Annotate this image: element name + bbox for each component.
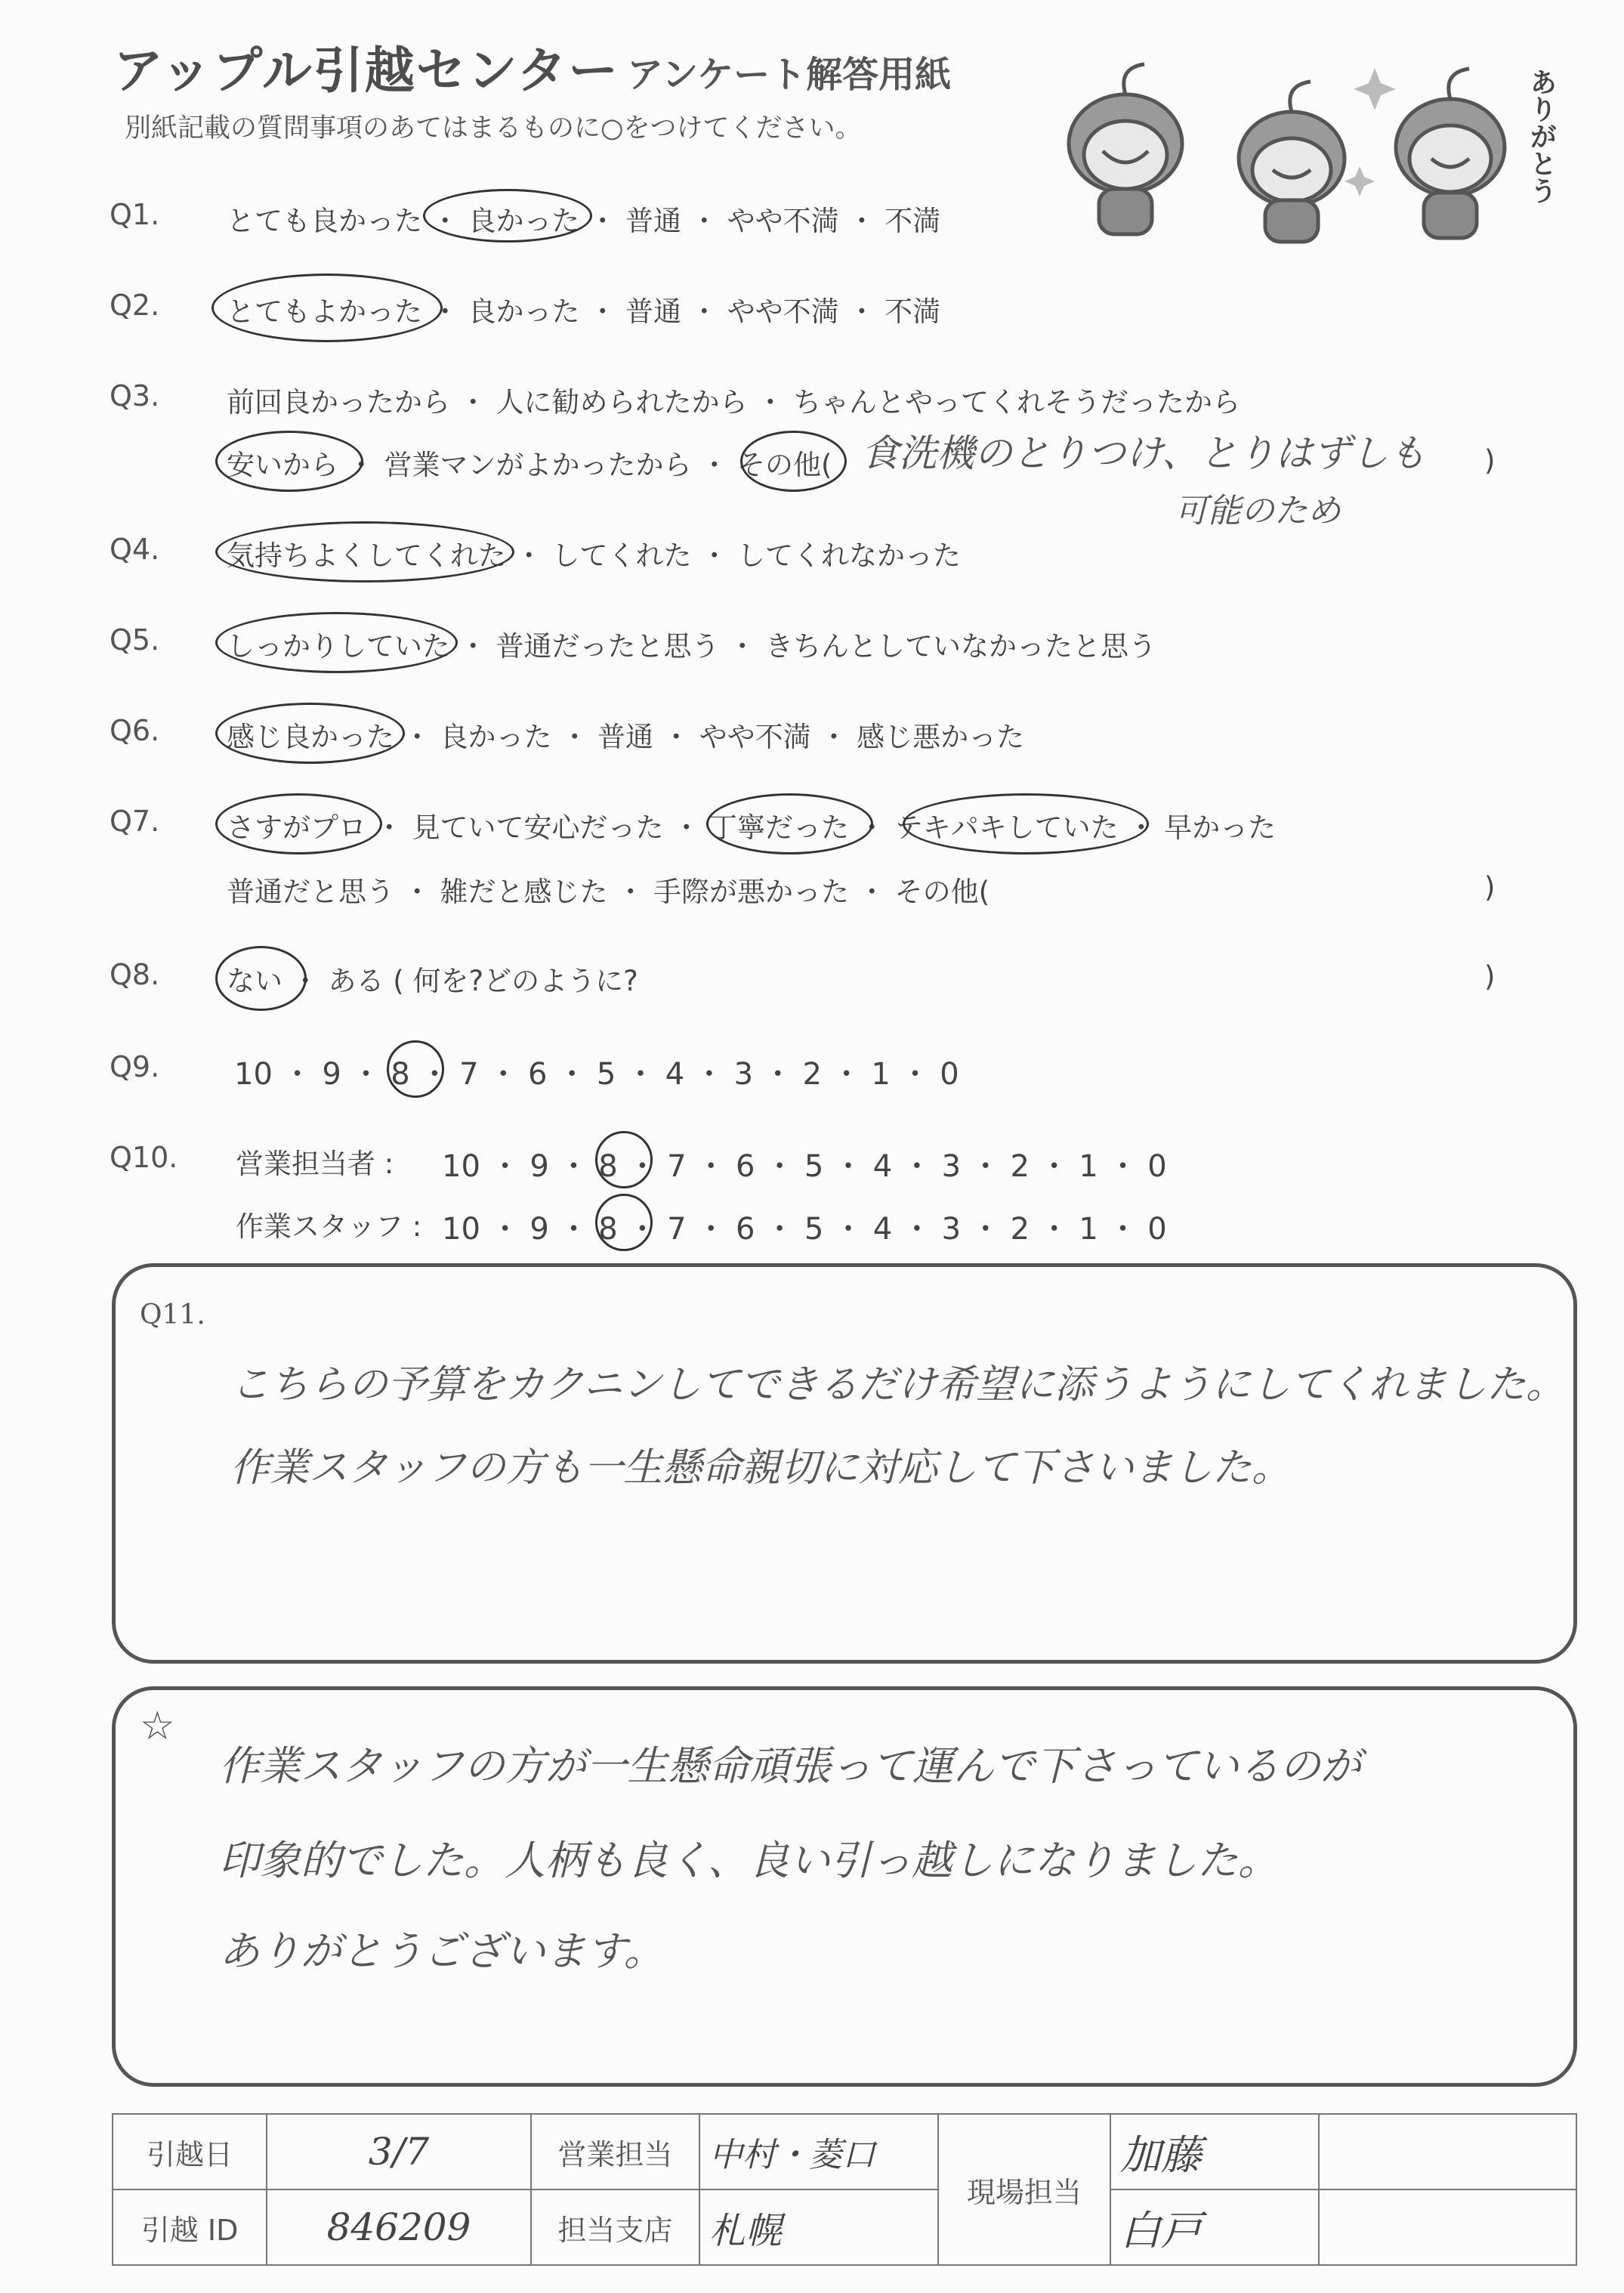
q11-label: Q11. <box>140 1299 205 1330</box>
move-id-value[interactable]: 846209 <box>267 2189 531 2265</box>
q8-options[interactable]: ない ・ ある ( 何を?どのように? <box>227 965 638 997</box>
form-subtitle: アンケート解答用紙 <box>627 54 952 96</box>
q2-options[interactable]: とてもよかった ・ 良かった ・ 普通 ・ やや不満 ・ 不満 <box>227 295 941 328</box>
q3-handwritten-other-line2: 可能のため <box>1175 492 1341 530</box>
q10-label: Q10. <box>110 1141 178 1174</box>
q1-label: Q1. <box>110 198 160 231</box>
q8-label: Q8. <box>110 958 160 991</box>
empty-cell-top <box>1319 2114 1576 2189</box>
empty-cell-bottom <box>1319 2189 1576 2265</box>
form-title: アップル引越センター <box>113 42 620 100</box>
q9-scale[interactable]: 10 ・ 9 ・ 8 ・ 7 ・ 6 ・ 5 ・ 4 ・ 3 ・ 2 ・ 1 ・ 0 <box>234 1057 959 1092</box>
q7-options-line2[interactable]: 普通だと思う ・ 雑だと感じた ・ 手際が悪かった ・ その他( <box>227 876 990 908</box>
q3-label: Q3. <box>110 379 160 413</box>
q3-close-paren: ) <box>1484 444 1496 477</box>
branch-value[interactable]: 札幌 <box>699 2189 938 2265</box>
q10-sales-label: 営業担当者 : <box>236 1148 394 1180</box>
comment-handwritten-line2: 印象的でした。人柄も良く、良い引っ越しになりました。 <box>219 1837 1279 1884</box>
sales-rep-value[interactable]: 中村・菱口 <box>699 2114 938 2189</box>
monkey-mascots-illustration <box>1042 45 1556 249</box>
q8-close-paren: ) <box>1484 960 1496 993</box>
q4-label: Q4. <box>110 533 160 566</box>
q3-handwritten-other-line1: 食洗機のとりつけ、とりはずしも <box>861 431 1426 475</box>
q10-staff-scale[interactable]: 10 ・ 9 ・ 8 ・ 7 ・ 6 ・ 5 ・ 4 ・ 3 ・ 2 ・ 1 ・ 0 <box>442 1212 1167 1247</box>
comment-handwritten-line3: ありがとうございます。 <box>219 1927 665 1975</box>
q3-options-line2[interactable]: 安いから ・ 営業マンがよかったから ・ その他( <box>227 449 832 481</box>
comment-handwritten-line1: 作業スタッフの方が一生懸命頑張って運んで下さっているのが <box>219 1742 1361 1790</box>
instruction-text: 別紙記載の質問事項のあてはまるものに○をつけてください。 <box>125 113 862 144</box>
q5-label: Q5. <box>110 623 160 657</box>
move-date-label: 引越日 <box>113 2114 267 2189</box>
branch-label: 担当支店 <box>531 2189 699 2265</box>
q9-label: Q9. <box>110 1050 160 1083</box>
site-staff-value-2[interactable]: 白戸 <box>1110 2189 1319 2265</box>
site-staff-label: 現場担当 <box>938 2114 1110 2265</box>
q10-sales-scale[interactable]: 10 ・ 9 ・ 8 ・ 7 ・ 6 ・ 5 ・ 4 ・ 3 ・ 2 ・ 1 ・ 0 <box>442 1149 1167 1184</box>
move-id-label: 引越 ID <box>113 2189 267 2265</box>
q4-options[interactable]: 気持ちよくしてくれた ・ してくれた ・ してくれなかった <box>227 539 962 572</box>
sales-rep-label: 営業担当 <box>531 2114 699 2189</box>
q7-options-line1[interactable]: さすがプロ ・ 見ていて安心だった ・ 丁寧だった ・ テキパキしていた ・ 早かった <box>227 811 1277 844</box>
mascot-thanks-text: ありがとう <box>1526 68 1557 204</box>
q2-label: Q2. <box>110 289 160 322</box>
footer-info-table <box>112 2113 1577 2266</box>
q10-staff-label: 作業スタッフ : <box>236 1210 422 1243</box>
q6-label: Q6. <box>110 714 160 747</box>
q7-close-paren: ) <box>1484 871 1496 904</box>
q3-options-line1[interactable]: 前回良かったから ・ 人に勧められたから ・ ちゃんとやってくれそうだったから <box>227 386 1241 419</box>
q11-handwritten-line1: こちらの予算をカクニンしてできるだけ希望に添うようにしてくれました。 <box>230 1362 1565 1408</box>
move-date-value[interactable]: 3/7 <box>267 2114 531 2189</box>
q1-options[interactable]: とても良かった ・ 良かった ・ 普通 ・ やや不満 ・ 不満 <box>227 205 941 237</box>
site-staff-value-1[interactable]: 加藤 <box>1110 2114 1319 2189</box>
star-icon: ☆ <box>140 1704 175 1749</box>
q5-options[interactable]: しっかりしていた ・ 普通だったと思う ・ きちんとしていなかったと思う <box>227 630 1157 663</box>
q6-options[interactable]: 感じ良かった ・ 良かった ・ 普通 ・ やや不満 ・ 感じ悪かった <box>227 721 1025 753</box>
q11-handwritten-line2: 作業スタッフの方も一生懸命親切に対応して下さいました。 <box>230 1445 1292 1491</box>
q7-label: Q7. <box>110 805 160 838</box>
